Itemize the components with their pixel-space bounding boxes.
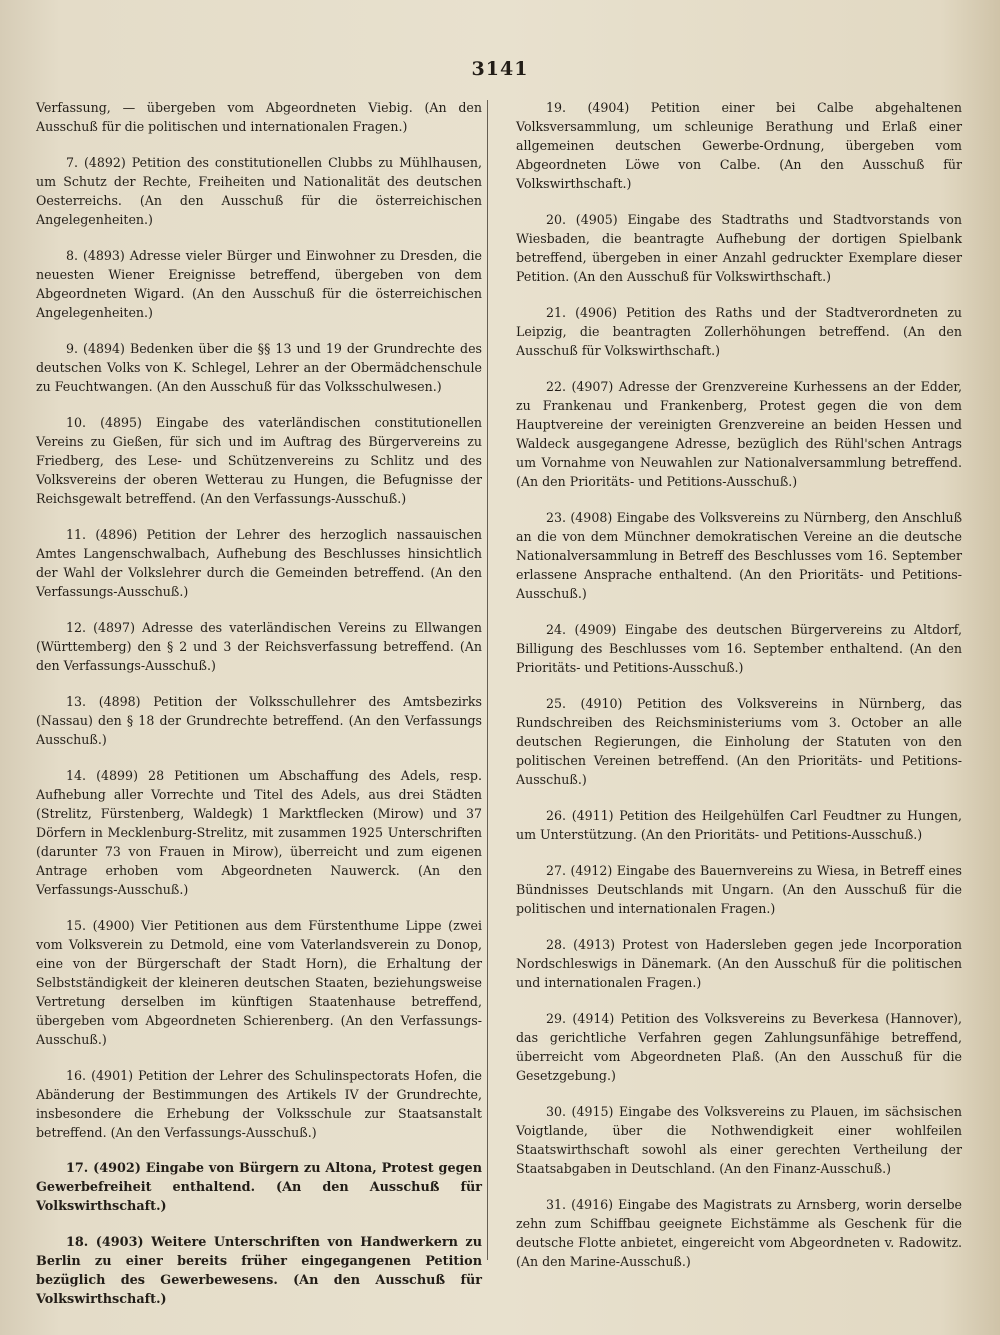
column-divider xyxy=(487,100,488,1260)
petition-entry: 24. (4909) Eingabe des deutschen Bürgervereins zu Altdorf, Billigung des Beschlusses vom 16. September enthaltend. (An den Prioritäts- und Petitions-Ausschuß.) xyxy=(516,622,962,675)
petition-entry: Verfassung, — übergeben vom Abgeordneten Viebig. (An den Ausschuß für die politischen und internationalen Fragen.) xyxy=(36,100,482,134)
petition-entry: 14. (4899) 28 Petitionen um Abschaffung des Adels, resp. Aufhebung aller Vorrechte und Titel des Adels, aus drei Städten (Strelitz, Fürstenberg, Waldegk) 1 Marktflecken (Mirow) und 37 Dörfern in Mecklenburg-Strelitz, mit zusammen 1925 Unterschriften (darunter 73 von Frauen in Mirow), überreicht und zum eigenen Antrage erhoben vom Abgeordneten Nauwerck. (An den Verfassungs-Ausschuß.) xyxy=(36,768,482,897)
petition-entry: 29. (4914) Petition des Volksvereins zu Beverkesa (Hannover), das gerichtliche Verfahren gegen Zahlungsunfähige betreffend, überreicht vom Abgeordneten Plaß. (An den Ausschuß für die Gesetzgebung.) xyxy=(516,1011,962,1083)
petition-entry: 22. (4907) Adresse der Grenzvereine Kurhessens an der Edder, zu Frankenau und Frankenberg, Protest gegen die von dem Hauptvereine der vereinigten Grenzvereine an beiden Hessen und Waldeck ausgegangene Adresse, bezüglich des Rühl'schen Antrags um Vornahme von Neuwahlen zur Nationalversammlung betreffend. (An den Prioritäts- und Petitions-Ausschuß.) xyxy=(516,379,962,489)
petition-entry: 23. (4908) Eingabe des Volksvereins zu Nürnberg, den Anschluß an die von dem Münchner demokratischen Vereine an die deutsche Nationalversammlung in Betreff des Beschlusses vom 16. September erlassene Ansprache enthaltend. (An den Prioritäts- und Petitions-Ausschuß.) xyxy=(516,510,962,601)
petition-entry: 30. (4915) Eingabe des Volksvereins zu Plauen, im sächsischen Voigtlande, über die Nothwendigkeit einer wohlfeilen Staatswirthschaft sowohl als einer gerechten Vertheilung der Staatsabgaben in Deutschland. (An den Finanz-Ausschuß.) xyxy=(516,1104,962,1176)
petition-entry: 11. (4896) Petition der Lehrer des herzoglich nassauischen Amtes Langenschwalbach, Aufhebung des Beschlusses hinsichtlich der Wahl der Volkslehrer durch die Gemeinden betreffend. (An den Verfassungs-Ausschuß.) xyxy=(36,527,482,599)
petition-entry: 13. (4898) Petition der Volksschullehrer des Amtsbezirks (Nassau) den § 18 der Grundrechte betreffend. (An den Verfassungs Ausschuß.) xyxy=(36,694,482,747)
right-column xyxy=(516,98,962,1271)
petition-entry: 27. (4912) Eingabe des Bauernvereins zu Wiesa, in Betreff eines Bündnisses Deutschlands mit Ungarn. (An den Ausschuß für die politischen und internationalen Fragen.) xyxy=(516,863,962,916)
petition-entry: 26. (4911) Petition des Heilgehülfen Carl Feudtner zu Hungen, um Unterstützung. (An den Prioritäts- und Petitions-Ausschuß.) xyxy=(516,808,962,842)
petition-entry: 10. (4895) Eingabe des vaterländischen constitutionellen Vereins zu Gießen, für sich und im Auftrag des Bürgervereins zu Friedberg, des Lese- und Schützenvereins zu Schlitz und des Volksvereins der oberen Wetterau zu Hungen, die Befugnisse der Reichsgewalt betreffend. (An den Verfassungs-Ausschuß.) xyxy=(36,415,482,506)
petition-entry: 7. (4892) Petition des constitutionellen Clubbs zu Mühlhausen, um Schutz der Rechte, Freiheiten und Nationalität des deutschen Oesterreichs. (An den Ausschuß für die österreichischen Angelegenheiten.) xyxy=(36,155,482,227)
petition-entry: 9. (4894) Bedenken über die §§ 13 und 19 der Grundrechte des deutschen Volks von K. Schlegel, Lehrer an der Obermädchenschule zu Feuchtwangen. (An den Ausschuß für das Volksschulwesen.) xyxy=(36,341,482,394)
page-number: 3141 xyxy=(471,58,529,80)
petition-entry: 20. (4905) Eingabe des Stadtraths und Stadtvorstands von Wiesbaden, die beantragte Aufhebung der dortigen Spielbank betreffend, übergeben in einer Anzahl gedruckter Exemplare dieser Petition. (An den Ausschuß für Volkswirthschaft.) xyxy=(516,212,962,284)
petition-entry: 28. (4913) Protest von Hadersleben gegen jede Incorporation Nordschleswigs in Dänemark. (An den Ausschuß für die politischen und internationalen Fragen.) xyxy=(516,937,962,990)
petition-entry: 25. (4910) Petition des Volksvereins in Nürnberg, das Rundschreiben des Reichsministeriums vom 3. October an alle deutschen Regierungen, die Einholung der Statuten von den politischen Vereinen betreffend. (An den Prioritäts- und Petitions-Ausschuß.) xyxy=(516,696,962,787)
petition-entry: 17. (4902) Eingabe von Bürgern zu Altona, Protest gegen Gewerbefreiheit enthaltend. (An den Ausschuß für Volkswirthschaft.) xyxy=(36,1161,482,1214)
petition-entry: 18. (4903) Weitere Unterschriften von Handwerkern zu Berlin zu einer bereits früher eingegangenen Petition bezüglich des Gewerbewesens. (An den Ausschuß für Volkswirthschaft.) xyxy=(36,1235,482,1307)
petition-entry: 21. (4906) Petition des Raths und der Stadtverordneten zu Leipzig, die beantragten Zollerhöhungen betreffend. (An den Ausschuß für Volkswirthschaft.) xyxy=(516,305,962,358)
petition-entry: 19. (4904) Petition einer bei Calbe abgehaltenen Volksversammlung, um schleunige Berathung und Erlaß einer allgemeinen deutschen Gewerbe-Ordnung, übergeben vom Abgeordneten Löwe von Calbe. (An den Ausschuß für Volkswirthschaft.) xyxy=(516,100,962,191)
petition-entry: 15. (4900) Vier Petitionen aus dem Fürstenthume Lippe (zwei vom Volksverein zu Detmold, eine vom Vaterlandsverein zu Donop, eine von der Bürgerschaft der Stadt Horn), die Erhaltung der Selbstständigkeit der kleineren deutschen Staaten, beziehungsweise Vertretung derselben im künftigen Staatenhause betreffend, übergeben vom Abgeordneten Schierenberg. (An den Verfassungs-Ausschuß.) xyxy=(36,918,482,1047)
petition-entry: 8. (4893) Adresse vieler Bürger und Einwohner zu Dresden, die neuesten Wiener Ereignisse betreffend, übergeben von dem Abgeordneten Wigard. (An den Ausschuß für die österreichischen Angelegenheiten.) xyxy=(36,248,482,320)
left-column xyxy=(36,98,482,1309)
petition-entry: 31. (4916) Eingabe des Magistrats zu Arnsberg, worin derselbe zehn zum Schiffbau geeignete Eichstämme als Geschenk für die deutsche Flotte anbietet, eingereicht vom Abgeordneten v. Radowitz. (An den Marine-Ausschuß.) xyxy=(516,1197,962,1269)
petition-entry: 12. (4897) Adresse des vaterländischen Vereins zu Ellwangen (Württemberg) den § 2 und 3 der Reichsverfassung betreffend. (An den Verfassungs-Ausschuß.) xyxy=(36,620,482,673)
petition-entry: 16. (4901) Petition der Lehrer des Schulinspectorats Hofen, die Abänderung der Bestimmungen des Artikels IV der Grundrechte, insbesondere die Erhebung der Volksschule zur Staatsanstalt betreffend. (An den Verfassungs-Ausschuß.) xyxy=(36,1068,482,1140)
